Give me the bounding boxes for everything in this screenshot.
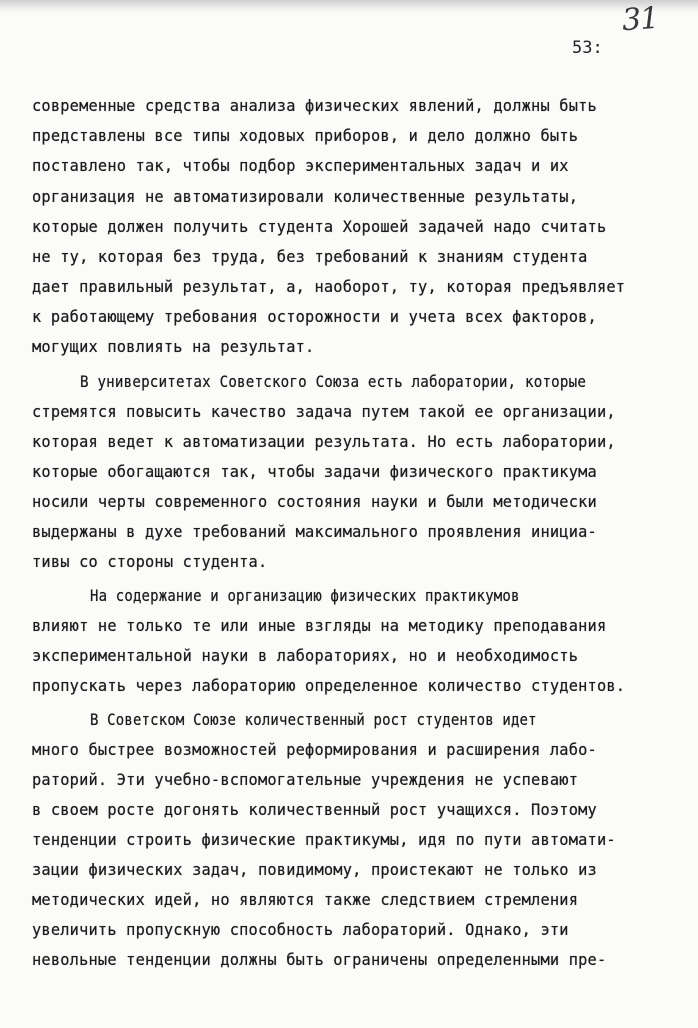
text-line: тенденции строить физические практикумы, идя по пути автомати- [32, 831, 616, 849]
scan-top-edge [0, 0, 698, 12]
text-line: организация не автоматизировали количественные результаты, [32, 188, 579, 206]
text-line: выдержаны в духе требований максимального проявления инициа- [32, 523, 597, 541]
text-line: не ту, которая без труда, без требований к знаниям студента [32, 248, 588, 266]
text-line: современные средства анализа физических явлений, должны быть [32, 97, 597, 115]
text-line: представлены все типы ходовых приборов, и дело должно быть [32, 127, 579, 145]
text-line: невольные тенденции должны быть ограничены определенными пре- [32, 951, 607, 969]
text-line: зации физических задач, повидимому, проистекают не только из [32, 861, 597, 879]
text-line: методических идей, но являются также следствием стремления [32, 891, 579, 909]
text-line: поставлено так, чтобы подбор экспериментальных задач и их [32, 157, 569, 175]
handwritten-archive-number: 31 [620, 0, 660, 39]
text-line: экспериментальной науки в лабораториях, но и необходимость [32, 647, 579, 665]
text-line: пропускать через лабораторию определенное количество студентов. [32, 677, 626, 695]
text-line: В Советском Союзе количественный рост студентов идет [90, 711, 537, 729]
text-line: могущих повлиять на результат. [32, 338, 315, 356]
text-line: которая ведет к автоматизации результата. Но есть лаборатории, [32, 433, 616, 451]
text-line: увеличить пропускную способность лабораторий. Однако, эти [32, 921, 569, 939]
page-number: 53: [572, 38, 603, 58]
text-line: в своем росте догонять количественный рост учащихся. Поэтому [32, 801, 597, 819]
text-line: раторий. Эти учебно-вспомогательные учреждения не успевают [32, 771, 579, 789]
text-line: к работающему требования осторожности и учета всех факторов, [32, 308, 597, 326]
text-line: дает правильный результат, а, наоборот, ту, которая предъявляет [32, 278, 626, 296]
text-line: носили черты современного состояния науки и были методически [32, 493, 597, 511]
text-line: На содержание и организацию физических практикумов [90, 587, 520, 605]
text-line: влияют не только те или иные взгляды на методику преподавания [32, 617, 607, 635]
text-line: тивы со стороны студента. [32, 553, 268, 571]
text-line: которые обогащаются так, чтобы задачи физического практикума [32, 463, 597, 481]
text-line: много быстрее возможностей реформирования и расширения лабо- [32, 741, 597, 759]
text-line: стремятся повысить качество задача путем такой ее организации, [32, 403, 616, 421]
text-line: которые должен получить студента Хорошей задачей надо считать [32, 218, 607, 236]
text-line: В университетах Советского Союза есть лаборатории, которые [80, 373, 587, 391]
